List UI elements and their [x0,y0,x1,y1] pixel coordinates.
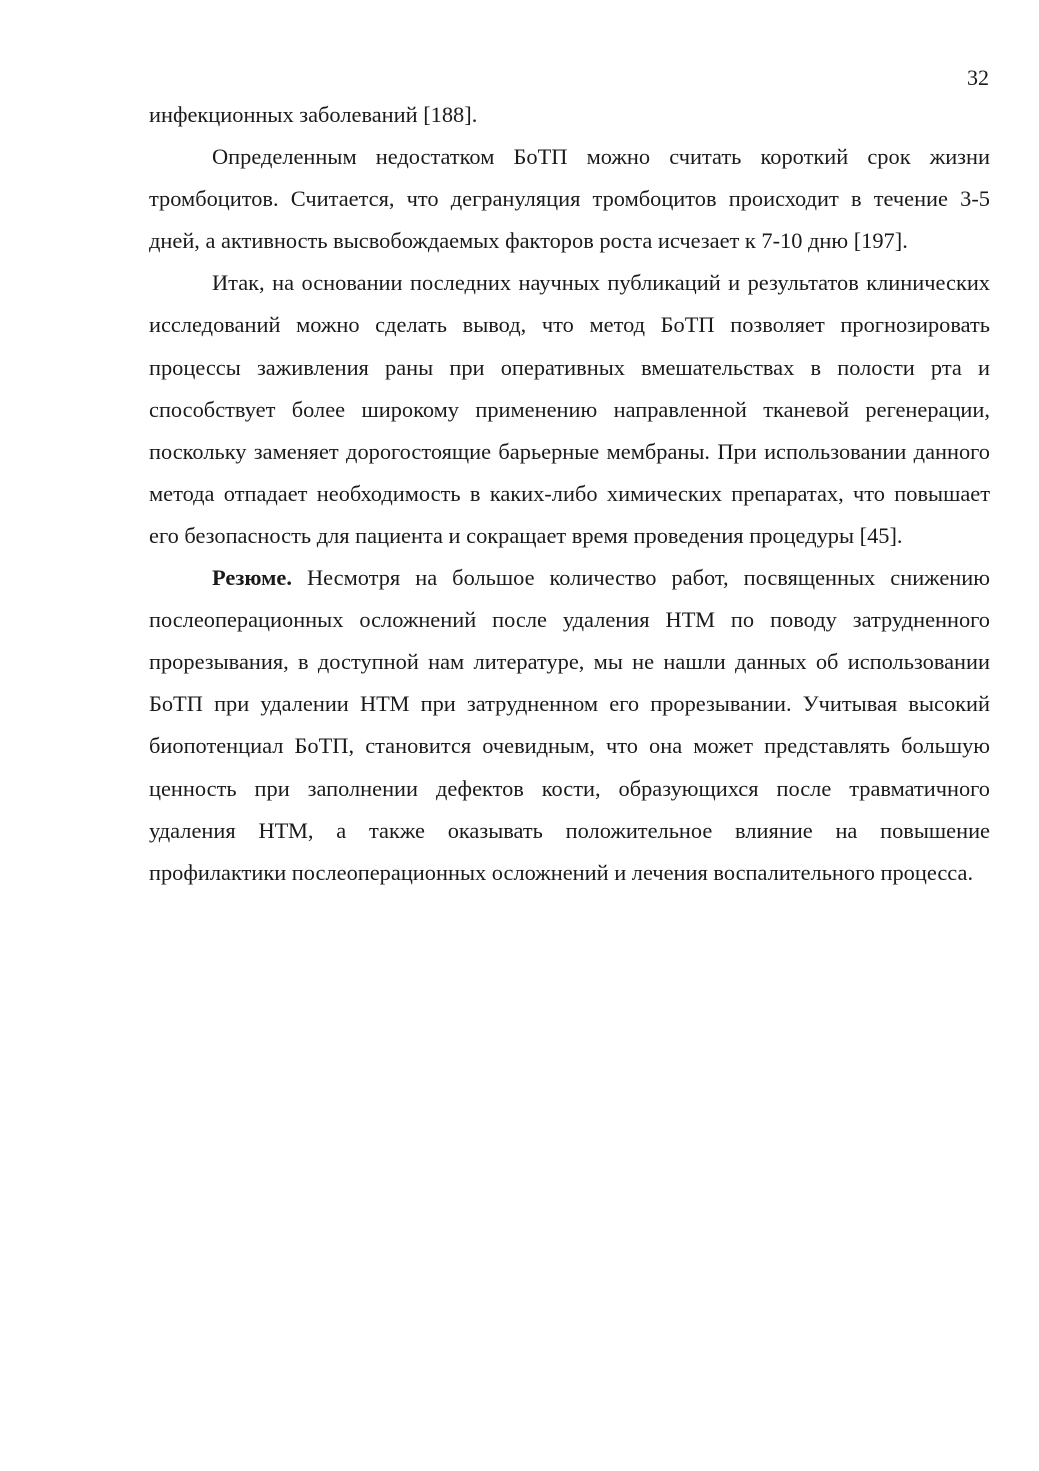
document-body [149,94,990,894]
summary-text: Несмотря на большое количество работ, посвященных снижению послеоперационных осложнений после удаления НТМ по поводу затрудненного прорезывания, в доступной нам литературе, мы не нашли данных об использовании БоТП при удалении НТМ при затрудненном его прорезывании. Учитывая высокий биопотенциал БоТП, становится очевидным, что она может представлять большую ценность при заполнении дефектов кости, образующихся после травматичного удаления НТМ, а также оказывать положительное влияние на повышение профилактики послеоперационных осложнений и лечения воспалительного процесса. [149,565,990,885]
paragraph-platelet-lifespan: Определенным недостатком БоТП можно считать короткий срок жизни тромбоцитов. Считается, что дегрануляция тромбоцитов происходит в течение 3-5 дней, а активность высвобождаемых факторов роста исчезает к 7-10 дню [197]. [149,144,990,254]
page-number: 32 [967,65,989,90]
summary-lead: Резюме. [212,565,292,591]
paragraph-continuation: инфекционных заболеваний [188]. [149,102,478,127]
paragraph-conclusion: Итак, на основании последних научных публикаций и результатов клинических исследований можно сделать вывод, что метод БоТП позволяет прогнозировать процессы заживления раны при оперативных вмешательствах в полости рта и способствует более широкому применению направленной тканевой регенерации, поскольку заменяет дорогостоящие барьерные мембраны. При использовании данного метода отпадает необходимость в каких-либо химических препаратах, что повышает его безопасность для пациента и сокращает время проведения процедуры [45]. [149,270,990,548]
paragraph-summary [149,557,990,894]
